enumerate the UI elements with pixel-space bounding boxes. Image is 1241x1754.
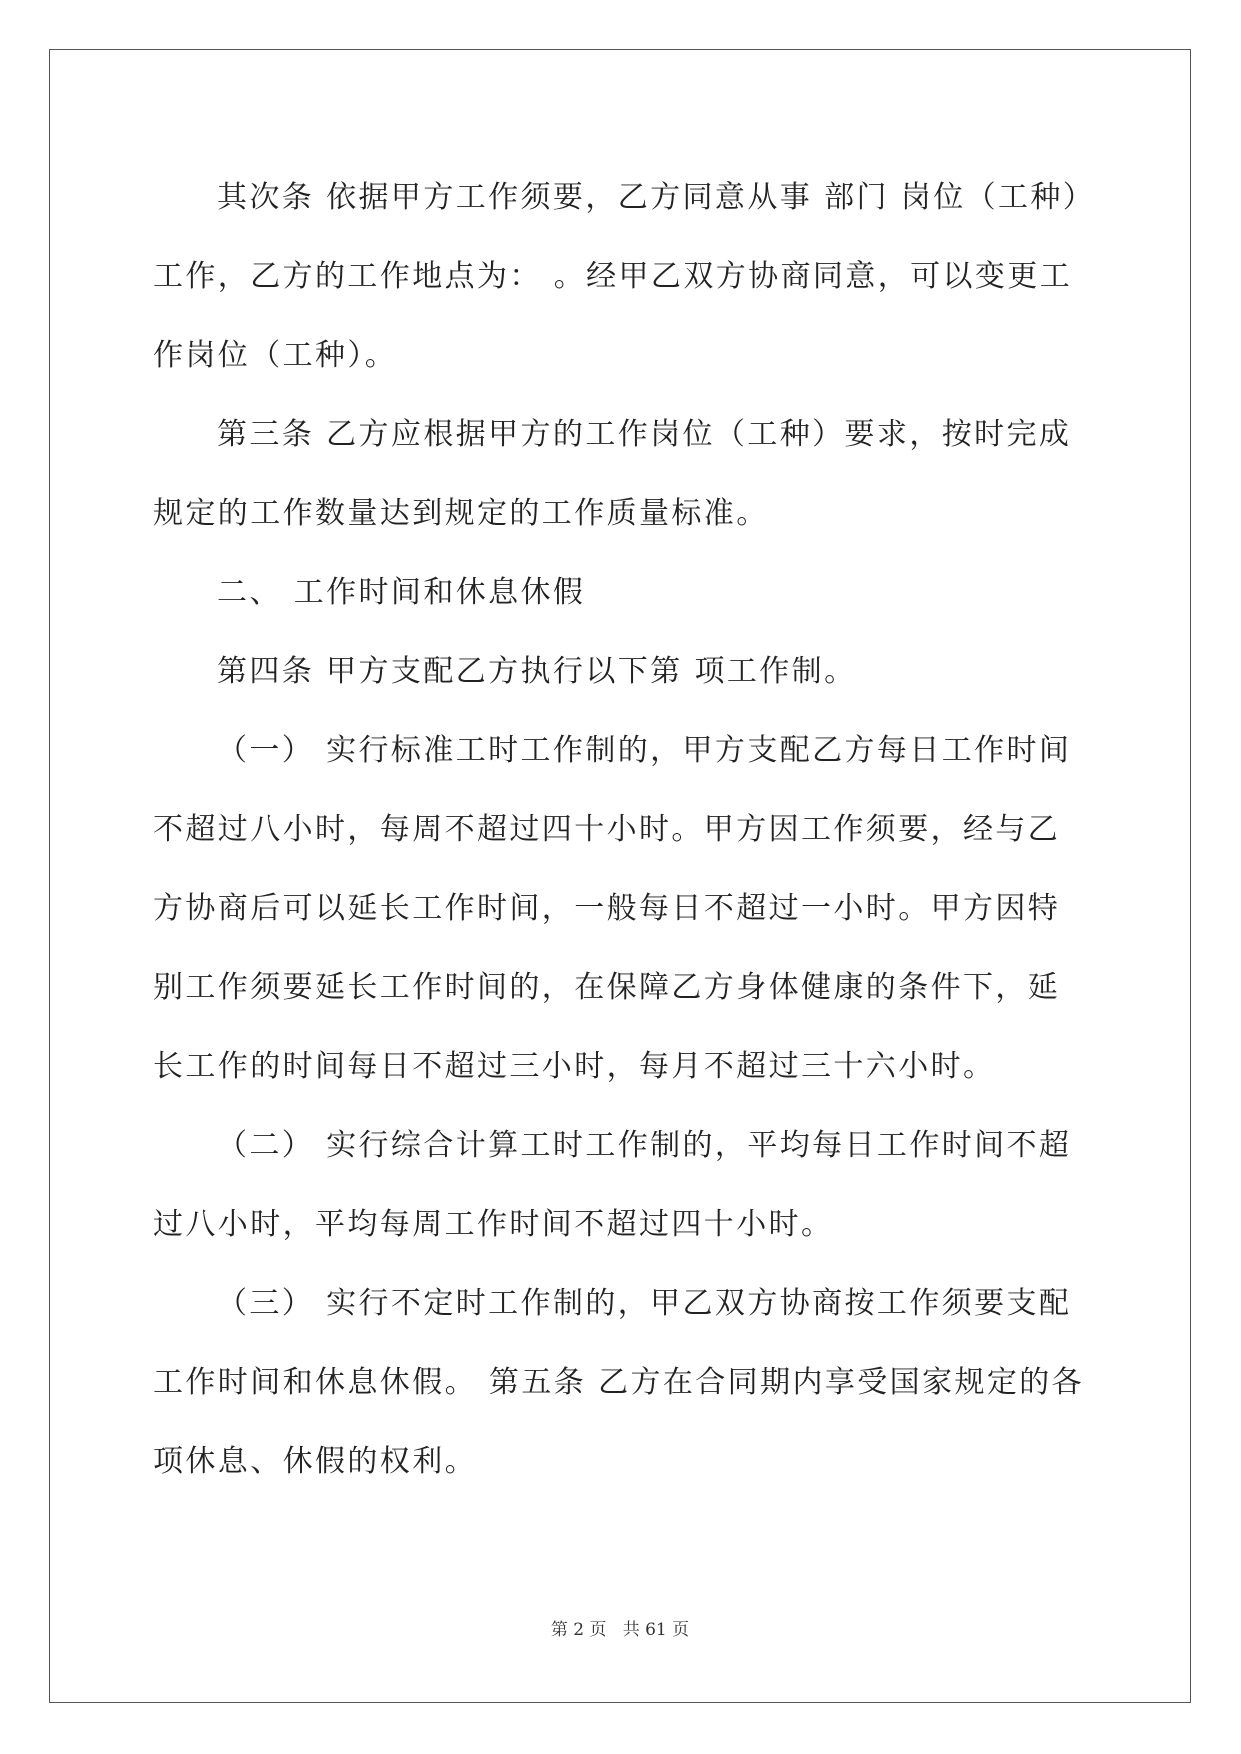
paragraph-item-3: （三） 实行不定时工作制的，甲乙双方协商按工作须要支配工作时间和休息休假。 第五条 乙方在合同期内享受国家规定的各项休息、休假的权利。 (153, 1286, 1085, 1479)
paragraph-clause-2: 其次条 依据甲方工作须要，乙方同意从事 部门 岗位（工种）工作，乙方的工作地点为： 。经甲乙双方协商同意，可以变更工作岗位（工种）。 (153, 180, 1081, 373)
section-heading-work-time: 二、 工作时间和休息休假 (217, 575, 586, 610)
paragraph-item-1: （一） 实行标准工时工作制的，甲方支配乙方每日工作时间不超过八小时，每周不超过四十小时。甲方因工作须要，经与乙方协商后可以延长工作时间，一般每日不超过一小时。甲方因特别工作须要延长工作时间的，在保障乙方身体健康的条件下，延长工作的时间每日不超过三小时，每月不超过三十六小时。 (153, 733, 1072, 1084)
document-body (153, 158, 1088, 1501)
paragraph-clause-4: 第四条 甲方支配乙方执行以下第 项工作制。 (217, 654, 857, 689)
page-number-footer: 第 2 页 共 61 页 (550, 1620, 690, 1640)
paragraph-item-2: （二） 实行综合计算工时工作制的，平均每日工作时间不超过八小时，平均每周工作时间不超过四十小时。 (153, 1128, 1072, 1242)
paragraph-clause-3: 第三条 乙方应根据甲方的工作岗位（工种）要求，按时完成规定的工作数量达到规定的工作质量标准。 (153, 417, 1072, 531)
